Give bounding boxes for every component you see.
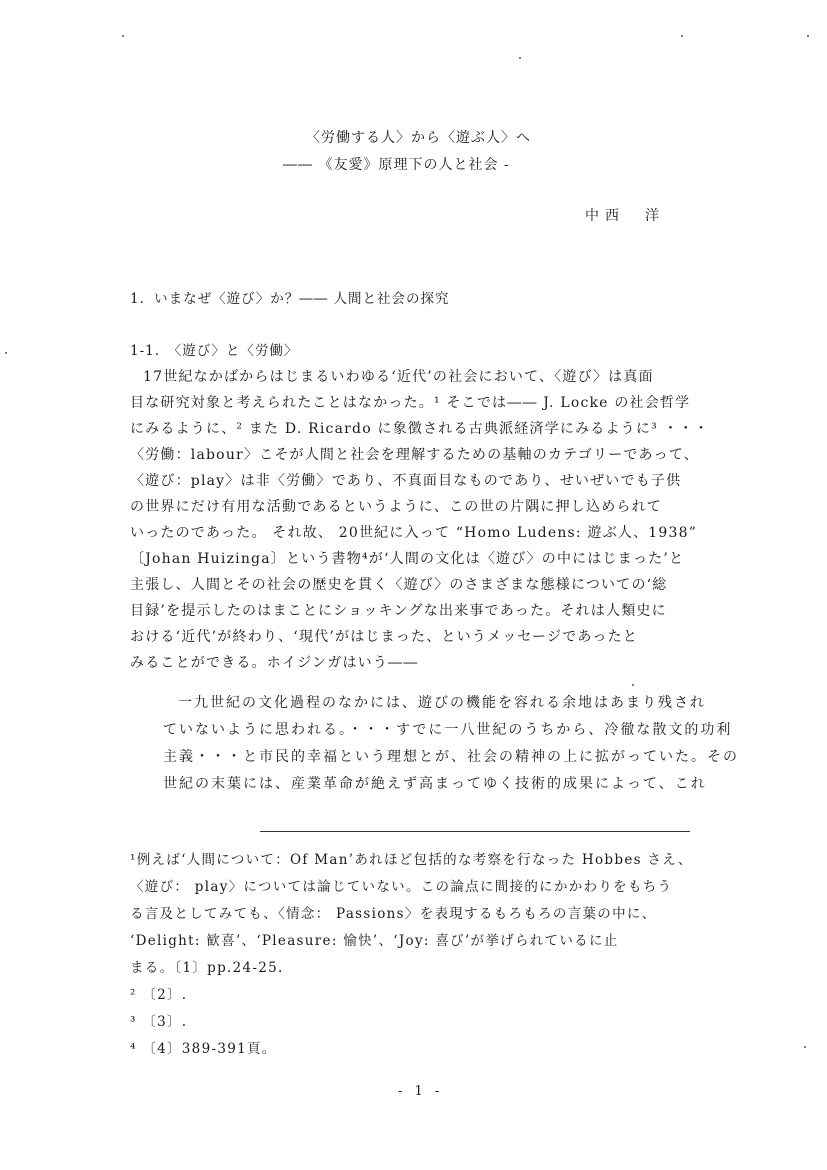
body-line: 〈遊び：play〉は非〈労働〉であり、不真面目なものであり、せいぜいでも子供 bbox=[130, 473, 682, 489]
footnote-line: ³ 〔3〕. bbox=[130, 1014, 188, 1030]
body-line: 〔Johan Huizinga〕という書物⁴が‘人間の文化は〈遊び〉の中にはじまった’と bbox=[130, 551, 685, 567]
scan-speck bbox=[807, 35, 809, 37]
quote-line: 主義・・・と市民的幸福という理想とが、社会の精神の上に拡がっていた。その bbox=[163, 749, 739, 765]
scan-speck bbox=[5, 352, 7, 354]
author-name: 中西 洋 bbox=[585, 208, 665, 224]
footnote-separator bbox=[260, 831, 690, 832]
body-line: 目録’を提示したのはまことにショッキングな出来事であった。それは人類史に bbox=[130, 603, 667, 619]
body-line: みることができる。ホイジンガはいう―― bbox=[130, 655, 419, 671]
page-number: - 1 - bbox=[398, 1084, 444, 1099]
body-line: 主張し、人間とその社会の歴史を貫く〈遊び〉のさまざまな態様についての‘総 bbox=[130, 577, 668, 593]
body-line: 〈労働：labour〉こそが人間と社会を理解するための基軸のカテゴリーであって、 bbox=[130, 447, 699, 463]
footnote-line: ¹例えば‘人間について：Of Man’あれほど包括的な考察を行なった Hobbes さえ、 bbox=[130, 852, 693, 868]
subsection-heading: 1-1. 〈遊び〉と〈労働〉 bbox=[130, 343, 299, 359]
quote-line: 一九世紀の文化過程のなかには、遊びの機能を容れる余地はあまり残され bbox=[178, 695, 706, 711]
body-line: の世界にだけ有用な活動であるというように、この世の片隅に押し込められて bbox=[130, 499, 662, 515]
scan-speck bbox=[122, 35, 124, 37]
footnote-line: ‘Delight: 歓喜’、‘Pleasure: 愉快’、‘Joy: 喜び’が挙げられているに止 bbox=[130, 933, 619, 949]
footnote-line: ² 〔2〕. bbox=[130, 987, 188, 1003]
quote-line: ていないように思われる。・・・すでに一八世紀のうちから、冷徹な散文的功利 bbox=[163, 722, 733, 738]
scan-speck bbox=[804, 1046, 806, 1048]
body-line: 目な研究対象と考えられたことはなかった。¹ そこでは―― J. Locke の社会哲学 bbox=[130, 395, 691, 411]
footnote-line: 〈遊び： play〉については論じていない。この論点に間接的にかかわりをもちう bbox=[130, 879, 673, 895]
footnote-line: ⁴ 〔4〕389-391頁。 bbox=[130, 1041, 277, 1057]
footnote-line: る言及としてみても、〈情念： Passions〉を表現するもろもろの言葉の中に、 bbox=[130, 906, 657, 922]
scan-speck bbox=[632, 684, 634, 686]
body-line: にみるように、² また D. Ricardo に象徴される古典派経済学にみるように³ ・・・ bbox=[130, 421, 710, 437]
body-line: 17世紀なかばからはじまるいわゆる‘近代’の社会において、〈遊び〉は真面 bbox=[143, 369, 654, 385]
body-line: おける‘近代’が終わり、‘現代’がはじまった、というメッセージであったと bbox=[130, 629, 639, 645]
scan-speck bbox=[519, 57, 521, 59]
scan-speck bbox=[681, 35, 683, 37]
quote-line: 世紀の末葉には、産業革命が絶えず高まってゆく技術的成果によって、これ bbox=[163, 776, 707, 792]
paper-title: 〈労働する人〉から〈遊ぶ人〉へ bbox=[306, 130, 531, 146]
body-line: いったのであった。 それ故、 20世紀に入って “Homo Ludens: 遊ぶ人、1938” bbox=[130, 525, 698, 541]
paper-subtitle: ―― 《友愛》原理下の人と社会 ‐ bbox=[283, 157, 510, 173]
section-heading: 1．いまなぜ〈遊び〉か？―― 人間と社会の探究 bbox=[130, 291, 450, 307]
footnote-line: まる。〔1〕pp.24-25. bbox=[130, 960, 284, 976]
